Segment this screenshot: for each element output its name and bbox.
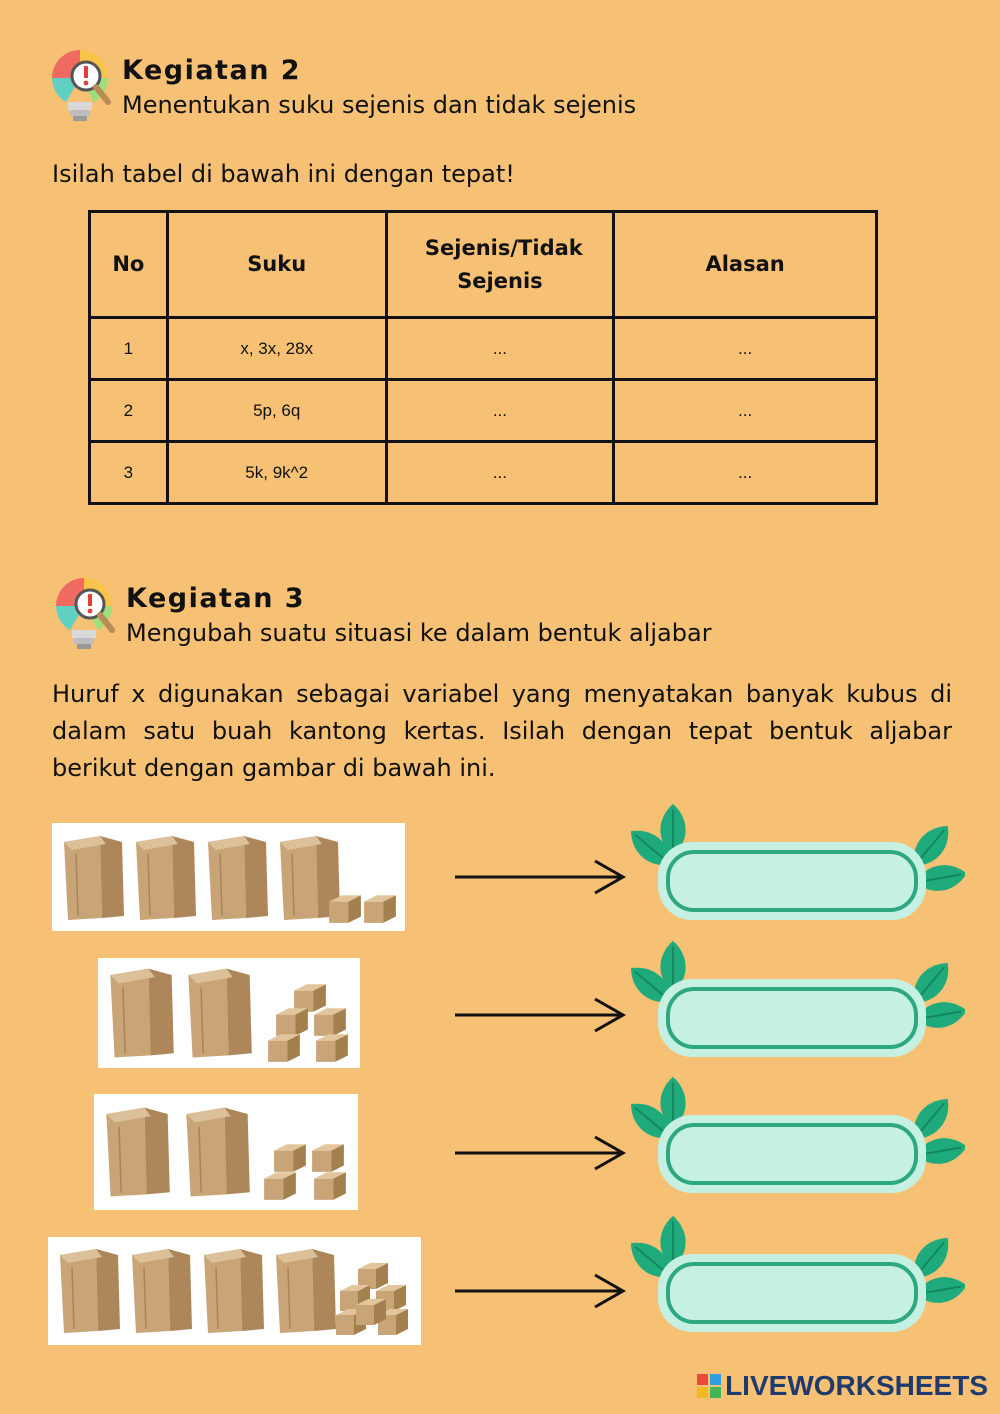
- cube-icon: [314, 1008, 346, 1036]
- cell-sejenis-answer[interactable]: ...: [386, 442, 614, 504]
- cell-sejenis-answer[interactable]: ...: [386, 318, 614, 380]
- cell-no: 1: [90, 318, 168, 380]
- cell-alasan-answer[interactable]: ...: [614, 442, 877, 504]
- bags-cubes-image: [52, 823, 405, 931]
- cell-alasan-answer[interactable]: ...: [614, 318, 877, 380]
- answer-box-3[interactable]: [625, 1073, 965, 1208]
- cube-icon: [316, 1034, 348, 1062]
- cube-icon: [268, 1034, 300, 1062]
- lightbulb-question-icon: [48, 570, 120, 654]
- table-row: [90, 380, 877, 442]
- kegiatan-2-subtitle: Menentukan suku sejenis dan tidak sejenis: [122, 91, 637, 119]
- cell-no: 2: [90, 380, 168, 442]
- cell-suku: 5k, 9k^2: [167, 442, 386, 504]
- bag-icon: [136, 836, 196, 920]
- cell-suku: x, 3x, 28x: [167, 318, 386, 380]
- arrow-right-icon: [453, 995, 628, 1035]
- lightbulb-question-icon: [44, 42, 116, 126]
- arrow-right-icon: [453, 857, 628, 897]
- table-row: [90, 442, 877, 504]
- cube-icon: [312, 1144, 344, 1172]
- header-alasan: Alasan: [614, 212, 877, 318]
- cube-icon: [329, 895, 361, 923]
- cube-icon: [264, 1172, 296, 1200]
- kegiatan-3-subtitle: Mengubah suatu situasi ke dalam bentuk aljabar: [126, 619, 712, 647]
- table-row: [90, 318, 877, 380]
- bag-icon: [208, 836, 268, 920]
- cell-sejenis-answer[interactable]: ...: [386, 380, 614, 442]
- arrow-right-icon: [453, 1133, 628, 1173]
- bags-cubes-image: [98, 958, 360, 1068]
- bag-icon: [188, 969, 251, 1058]
- header-sejenis: Sejenis/Tidak Sejenis: [386, 212, 614, 318]
- arrow-right-icon: [453, 1271, 628, 1311]
- suku-table: [88, 210, 878, 505]
- header-no: No: [90, 212, 168, 318]
- bags-cubes-image: [48, 1237, 421, 1345]
- logo-mark-icon: [697, 1374, 721, 1398]
- cell-alasan-answer[interactable]: ...: [614, 380, 877, 442]
- cube-icon: [314, 1172, 346, 1200]
- cell-no: 3: [90, 442, 168, 504]
- cube-icon: [274, 1144, 306, 1172]
- bag-icon: [204, 1249, 264, 1333]
- cube-icon: [364, 895, 396, 923]
- liveworksheets-logo: [697, 1370, 988, 1402]
- kegiatan-3-title: Kegiatan 3: [126, 583, 306, 614]
- answer-box-2[interactable]: [625, 937, 965, 1072]
- bag-icon: [132, 1249, 192, 1333]
- header-suku: Suku: [167, 212, 386, 318]
- bag-icon: [186, 1108, 249, 1197]
- kegiatan-2-instruction: Isilah tabel di bawah ini dengan tepat!: [52, 160, 515, 188]
- cube-icon: [276, 1008, 308, 1036]
- logo-text: LIVEWORKSHEETS: [725, 1370, 988, 1401]
- bag-icon: [276, 1249, 336, 1333]
- cube-icon: [356, 1299, 386, 1325]
- bag-icon: [106, 1108, 169, 1197]
- bag-icon: [64, 836, 124, 920]
- answer-box-1[interactable]: [625, 800, 965, 935]
- cell-suku: 5p, 6q: [167, 380, 386, 442]
- answer-box-4[interactable]: [625, 1212, 965, 1347]
- bags-cubes-image: [94, 1094, 358, 1210]
- bag-icon: [110, 969, 173, 1058]
- kegiatan-3-paragraph: Huruf x digunakan sebagai variabel yang menyatakan banyak kubus di dalam satu buah kantong kertas. Isilah dengan tepat bentuk aljabar berikut dengan gambar di bawah ini.: [52, 680, 952, 782]
- kegiatan-2-title: Kegiatan 2: [122, 55, 302, 86]
- cube-icon: [294, 984, 326, 1012]
- bag-icon: [60, 1249, 120, 1333]
